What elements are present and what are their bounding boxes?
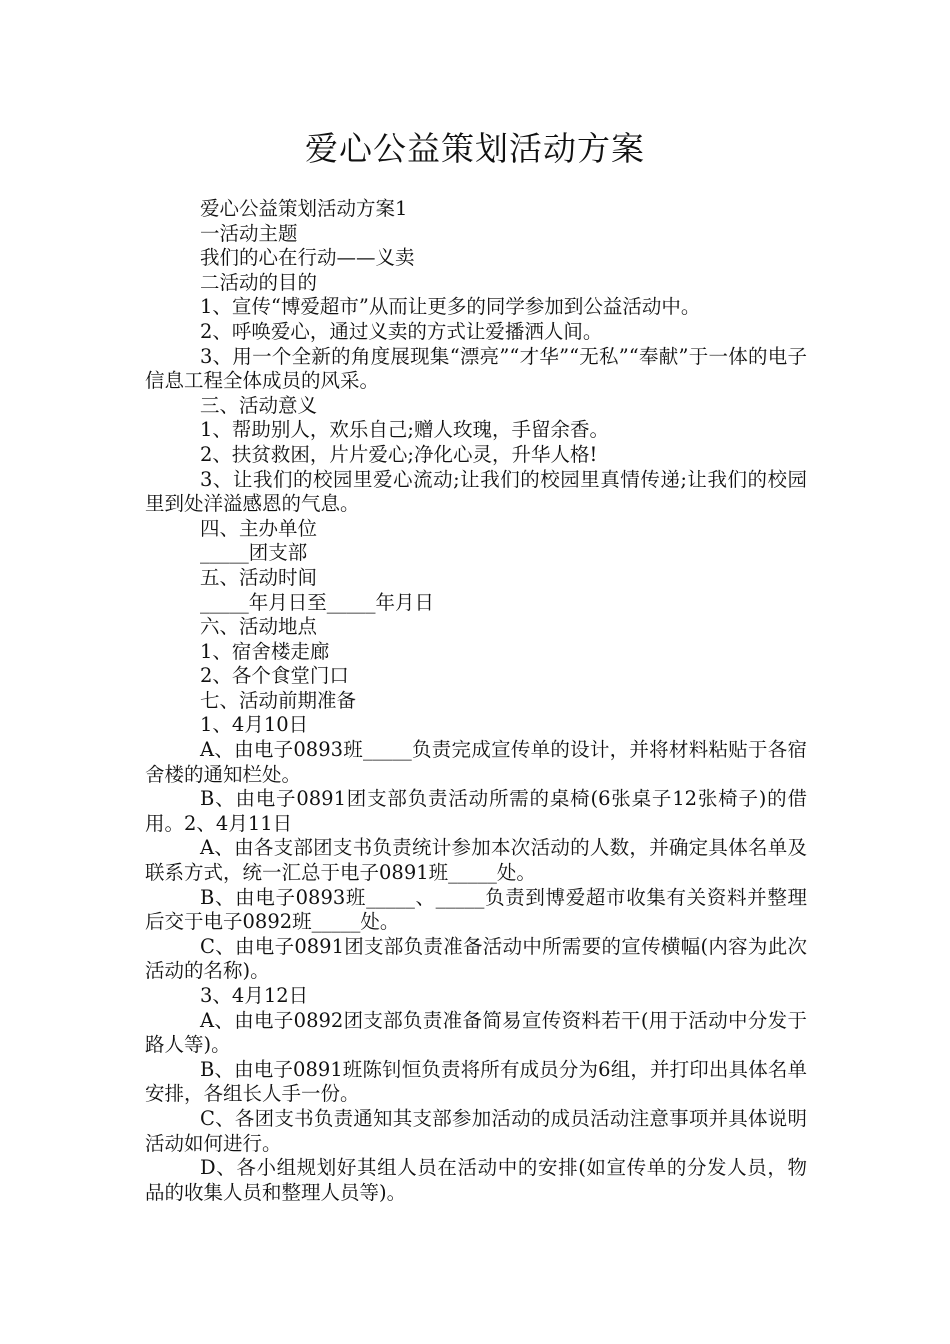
paragraph: _____团支部 (200, 541, 308, 565)
section-heading: 六、活动地点 (200, 615, 318, 639)
paragraph: 我们的心在行动——义卖 (200, 246, 415, 270)
section-heading: 爱心公益策划活动方案1 (200, 197, 408, 220)
paragraph: 2、各个食堂门口 (200, 664, 349, 688)
section-heading: 四、主办单位 (200, 516, 318, 540)
paragraph: B、由电子0893班_____、_____负责到博爱超市收集有关资料并整理后交于电子0892班_____处。 (145, 885, 807, 934)
section-heading: 五、活动时间 (200, 565, 318, 589)
paragraph: B、由电子0891团支部负责活动所需的桌椅(6张桌子12张椅子)的借用。2、4月11日 (145, 787, 807, 835)
paragraph: C、各团支书负责通知其支部参加活动的成员活动注意事项并具体说明活动如何进行。 (145, 1106, 807, 1155)
paragraph: A、由各支部团支书负责统计参加本次活动的人数，并确定具体名单及联系方式，统一汇总于电子0891班_____处。 (145, 836, 807, 885)
paragraph: 3、让我们的校园里爱心流动;让我们的校园里真情传递;让我们的校园里到处洋溢感恩的气息。 (145, 467, 807, 516)
paragraph: 3、4月12日 (200, 984, 309, 1007)
section-heading: 二活动的目的 (200, 270, 318, 294)
section-heading: 三、活动意义 (200, 393, 318, 417)
paragraph: _____年月日至_____年月日 (200, 590, 435, 614)
paragraph: 1、帮助别人，欢乐自己;赠人玫瑰，手留余香。 (200, 418, 609, 442)
paragraph: 1、宿舍楼走廊 (200, 639, 330, 663)
paragraph: A、由电子0893班_____负责完成宣传单的设计，并将材料粘贴于各宿舍楼的通知栏处。 (145, 738, 807, 786)
section-heading: 一活动主题 (200, 221, 298, 245)
paragraph: 1、4月10日 (200, 713, 309, 737)
document-title: 爱心公益策划活动方案 (305, 129, 645, 168)
document-body (145, 197, 807, 1205)
section-heading: 七、活动前期准备 (200, 688, 357, 712)
paragraph: D、各小组规划好其组人员在活动中的安排(如宣传单的分发人员，物品的收集人员和整理人员等)。 (145, 1156, 807, 1204)
paragraph: 1、宣传“博爱超市”从而让更多的同学参加到公益活动中。 (200, 295, 701, 319)
paragraph: B、由电子0891班陈钊恒负责将所有成员分为6组，并打印出具体名单安排，各组长人手一份。 (145, 1057, 807, 1106)
paragraph: A、由电子0892团支部负责准备简易宣传资料若干(用于活动中分发于路人等)。 (145, 1008, 807, 1057)
paragraph: C、由电子0891团支部负责准备活动中所需要的宣传横幅(内容为此次活动的名称)。 (145, 934, 807, 983)
paragraph: 2、扶贫救困，片片爱心;净化心灵，升华人格! (200, 442, 598, 466)
paragraph: 2、呼唤爱心，通过义卖的方式让爱播洒人间。 (200, 319, 603, 343)
paragraph: 3、用一个全新的角度展现集“漂亮”“才华”“无私”“奉献”于一体的电子信息工程全体成员的风采。 (145, 344, 807, 393)
